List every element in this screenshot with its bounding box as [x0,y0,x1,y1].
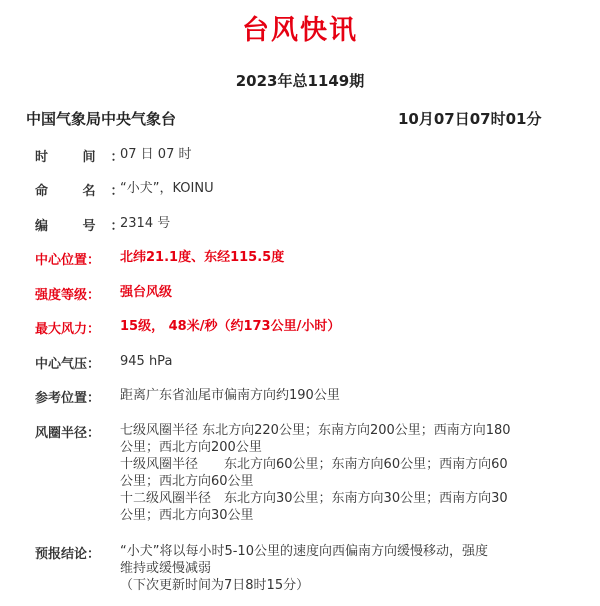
field-label: 参考位置： [35,391,101,406]
field-label: 中心位置： [35,253,101,268]
issue-timestamp: 10月07日07时01分 [398,110,542,128]
field-value: “小犬”，KOINU [120,181,214,196]
field-label: 编 号： [35,219,139,234]
field-value: 北纬21.1度、东经115.5度 [120,250,285,265]
page-title: 台风快讯 [242,15,358,46]
forecast-line: “小犬”将以每小时5-10公里的速度向西偏南方向缓慢移动，强度 [120,544,488,559]
wind-radius-line: 十二级风圈半径 东北方向30公里；东南方向30公里；西南方向30 [120,491,508,506]
issuing-agency: 中国气象局中央气象台 [26,110,177,128]
field-value: 945 hPa [120,354,173,369]
field-label: 中心气压： [35,357,101,372]
wind-radius-line: 七级风圈半径 东北方向220公里；东南方向200公里；西南方向180 [120,423,511,438]
field-label: 风圈半径： [35,426,101,441]
field-value: 15级， 48米/秒（约173公里/小时） [120,319,341,334]
wind-radius-line: 十级风圈半径 东北方向60公里；东南方向60公里；西南方向60 [120,457,508,472]
field-label: 预报结论： [35,547,101,562]
wind-radius-line: 公里；西北方向200公里 [120,440,262,455]
field-value: 强台风级 [120,285,173,300]
forecast-line: （下次更新时间为7日8时15分） [120,578,310,593]
field-label: 命 名： [35,184,139,199]
field-label: 时 间： [35,150,139,165]
field-label: 强度等级： [35,288,101,303]
field-label: 最大风力： [35,322,101,337]
field-value: 距离广东省汕尾市偏南方向约190公里 [120,388,340,403]
wind-radius-line: 公里；西北方向60公里 [120,474,254,489]
field-value: 2314 号 [120,216,171,231]
wind-radius-line: 公里；西北方向30公里 [120,508,254,523]
issue-number: 2023年总1149期 [235,72,365,90]
field-value [120,543,560,594]
forecast-line: 维持或缓慢减弱 [120,561,212,576]
field-value: 07 日 07 时 [120,147,192,162]
field-value [120,422,560,524]
